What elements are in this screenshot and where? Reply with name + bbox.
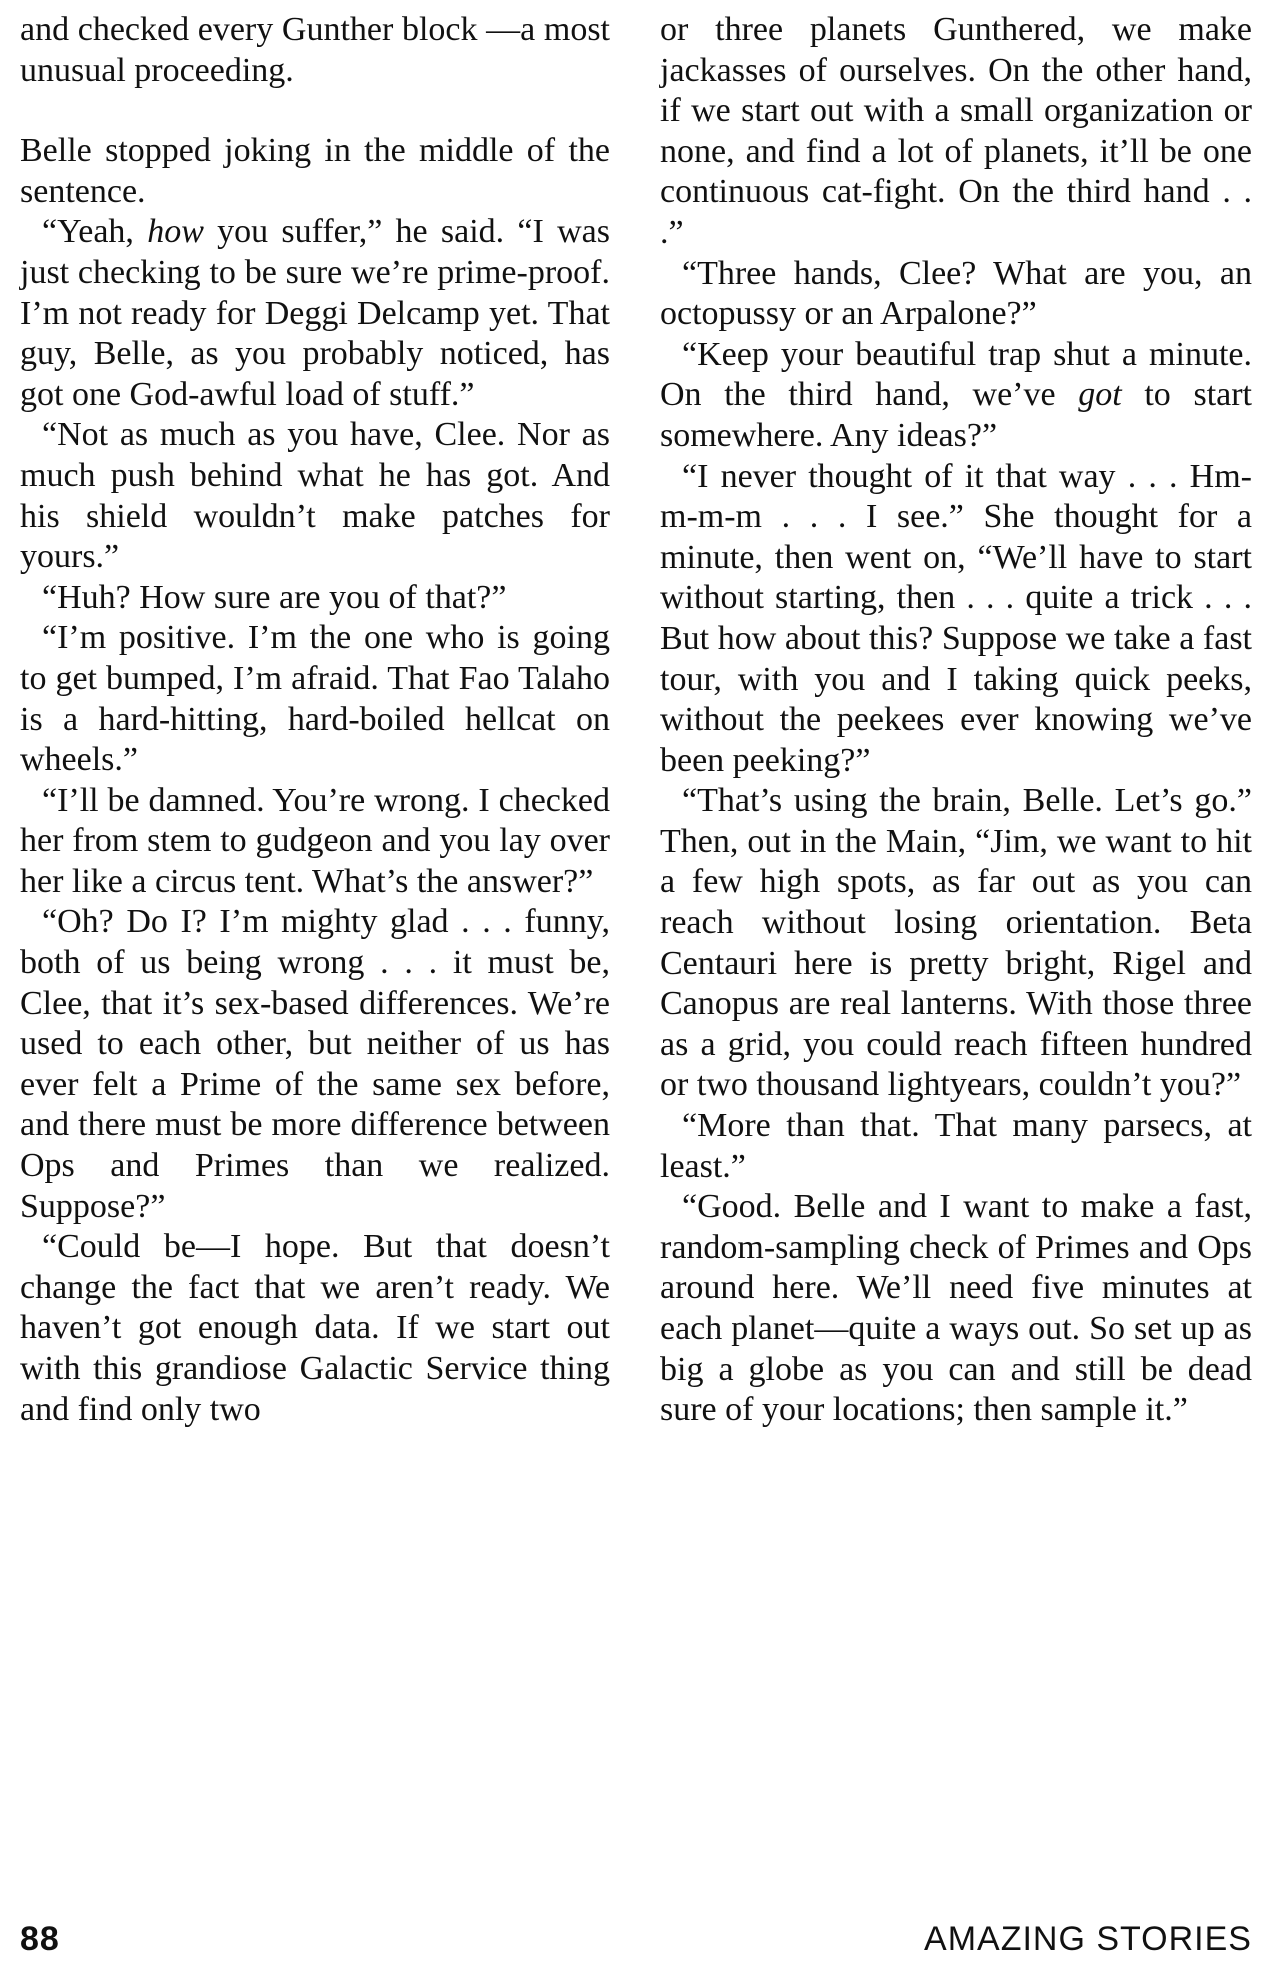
paragraph: and checked every Gunther block —a most unusual proceeding.	[20, 11, 610, 89]
text-run: “Keep your beautiful trap shut a minute. On the third hand, we’ve	[660, 335, 1252, 414]
paragraph: “I’m positive. I’m the one who is going to get bumped, I’m afraid. That Fao Talaho is a hard-hitting, hard-boiled hellcat on wheels.”	[20, 619, 610, 779]
paragraph	[660, 335, 1252, 457]
paragraph: or three planets Gunthered, we make jackasses of ourselves. On the other hand, if we start out with a small organization or none, and find a lot of planets, it’ll be one continuous cat-fight. On the third hand . . .”	[660, 11, 1252, 251]
emphasis-text: got	[1078, 376, 1122, 414]
left-text-column	[20, 10, 610, 1430]
emphasis-text: how	[147, 213, 204, 251]
right-text-column	[660, 10, 1252, 1431]
paragraph: “I’ll be damned. You’re wrong. I checked her from stem to gudgeon and you lay over her like a circus tent. What’s the answer?”	[20, 781, 610, 900]
page-footer	[20, 1920, 1252, 1964]
paragraph: “Good. Belle and I want to make a fast, random-sampling check of Primes and Ops around here. We’ll need five minutes at each planet—quite a ways out. So set up as big a globe as you can and still be dead sure of your locations; then sample it.”	[660, 1188, 1252, 1429]
paragraph: “Three hands, Clee? What are you, an octopussy or an Arpalone?”	[660, 254, 1252, 333]
paragraph: “More than that. That many parsecs, at least.”	[660, 1107, 1252, 1185]
paragraph: “That’s using the brain, Belle. Let’s go.” Then, out in the Main, “Jim, we want to hit a few high spots, as far out as you can reach without losing orientation. Beta Centauri here is pretty bright, Rigel and Canopus are real lanterns. With those three as a grid, you could reach fifteen hundred or two thousand lightyears, couldn’t you?”	[660, 782, 1252, 1104]
magazine-title: AMAZING STORIES	[924, 1920, 1252, 1958]
paragraph: “Huh? How sure are you of that?”	[42, 578, 507, 616]
paragraph	[20, 212, 610, 415]
paragraph: “Oh? Do I? I’m mighty glad . . . funny, both of us being wrong . . . it must be, Clee, that it’s sex-based differences. We’re used to each other, but neither of us has ever felt a Prime of the same sex before, and there must be more difference between Ops and Primes than we realized. Suppose?”	[20, 903, 610, 1225]
paragraph: “Could be—I hope. But that doesn’t change the fact that we aren’t ready. We haven’t got enough data. If we start out with this grandiose Galactic Service thing and find only two	[20, 1228, 610, 1428]
paragraph: “Not as much as you have, Clee. Nor as much push behind what he has got. And his shield wouldn’t make patches for yours.”	[20, 416, 610, 576]
text-run: to start somewhere. Any ideas?”	[660, 376, 1252, 454]
paragraph: “I never thought of it that way . . . Hm-m-m-m . . . I see.” She thought for a minute, then went on, “We’ll have to start without starting, then . . . quite a trick . . . But how about this? Suppose we take a fast tour, with you and I taking quick peeks, without the peekees ever knowing we’ve been peeking?”	[660, 457, 1252, 779]
page-number: 88	[20, 1920, 60, 1958]
text-run: “Yeah,	[42, 213, 148, 251]
paragraph: Belle stopped joking in the middle of the sentence.	[20, 132, 610, 210]
text-run: you suffer,” he said. “I was just checking to be sure we’re prime-proof. I’m not ready for Deggi Delcamp yet. That guy, Belle, as you probably noticed, has got one God-awful load of stuff.”	[20, 213, 610, 413]
